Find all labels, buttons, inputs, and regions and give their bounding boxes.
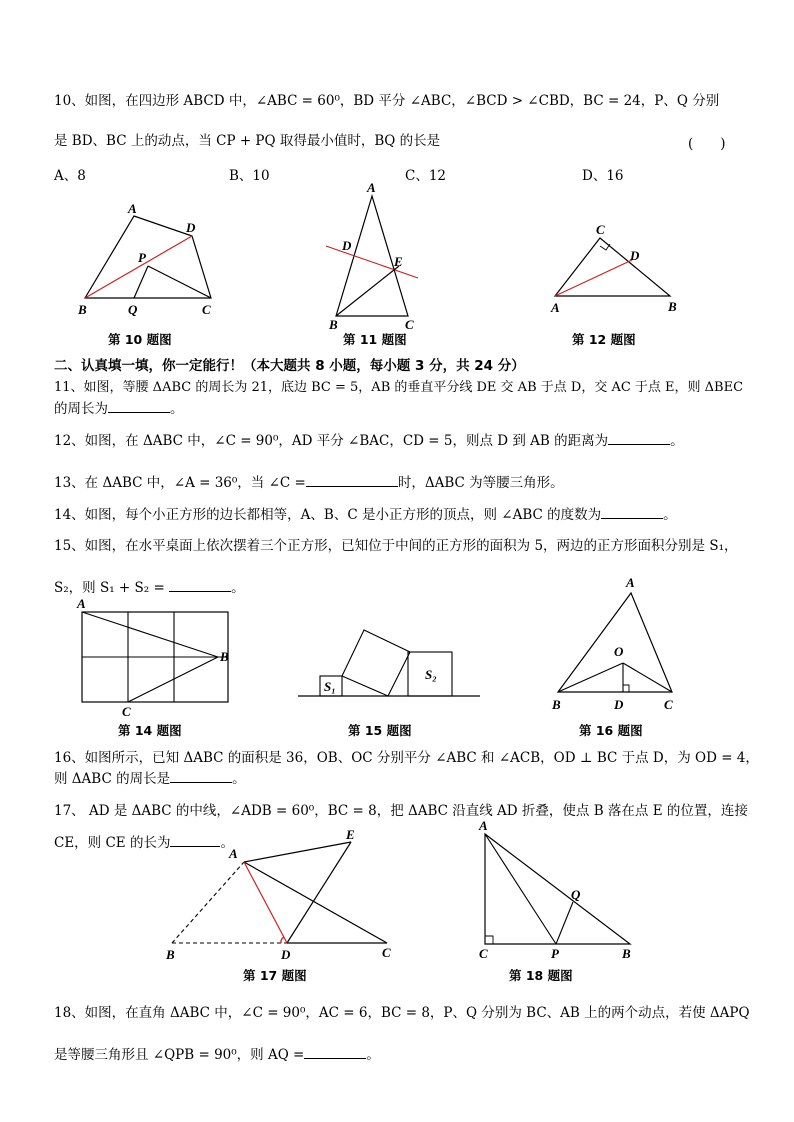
label-a: A <box>128 201 137 216</box>
segment-ob <box>558 663 623 692</box>
q16-line2: 则 ΔABC 的周长是 。 <box>54 771 246 787</box>
q15-answer-blank[interactable] <box>169 591 231 592</box>
q10-line1: 10、如图，在四边形 ABCD 中，∠ABC = 60⁰，BD 平分 ∠ABC，∠BCD > ∠CBD，BC = 24，P、Q 分别 <box>54 93 720 109</box>
q15-line1: 15、如图，在水平桌面上依次摆着三个正方形，已知位于中间的正方形的面积为 5，两边的正方形面积分别是 S₁， <box>54 538 738 554</box>
segment-ed <box>287 842 351 943</box>
q12-answer-blank[interactable] <box>608 444 670 445</box>
figure-12-caption: 第 12 题图 <box>572 332 636 347</box>
label-e: E <box>346 827 355 842</box>
label-p: P <box>551 946 559 961</box>
label-s1: S₁ <box>324 679 336 694</box>
fold-segment-ab <box>172 862 244 943</box>
q13-line: 13、在 ΔABC 中，∠A = 36⁰，当 ∠C = 时，ΔABC 为等腰三角形。 <box>54 475 564 491</box>
q11-line1: 11、如图，等腰 ΔABC 的周长为 21，底边 BC = 5，AB 的垂直平分线 DE 交 AB 于点 D，交 AC 于点 E，则 ΔBEC <box>54 380 744 395</box>
label-b: B <box>622 946 631 961</box>
q16-line1: 16、如图所示，已知 ΔABC 的面积是 36，OB、OC 分别平分 ∠ABC 和 ∠ACB，OD ⊥ BC 于点 D，为 OD = 4， <box>54 750 759 766</box>
label-b: B <box>220 649 229 664</box>
label-b: B <box>552 697 561 712</box>
label-c: C <box>405 317 414 332</box>
figure-14 <box>70 598 250 718</box>
figure-11 <box>320 180 440 330</box>
figure-16-caption: 第 16 题图 <box>579 723 643 738</box>
label-c: C <box>596 222 605 237</box>
figure-11-caption: 第 11 题图 <box>343 332 407 347</box>
label-q: Q <box>128 302 138 317</box>
section-2-heading: 二、认真填一填，你一定能行！（本大题共 8 小题，每小题 3 分，共 24 分） <box>54 358 525 374</box>
label-a: A <box>229 846 238 861</box>
label-a: A <box>551 300 560 315</box>
q15-line2: S₂，则 S₁ + S₂ = 。 <box>54 580 245 596</box>
label-d: D <box>281 947 291 962</box>
label-p: P <box>138 250 146 265</box>
q11-line2: 的周长为 。 <box>54 401 184 417</box>
label-c: C <box>664 697 673 712</box>
label-a: A <box>479 818 488 833</box>
segment-be <box>336 266 399 316</box>
figure-15-caption: 第 15 题图 <box>348 723 412 738</box>
label-d: D <box>342 238 352 253</box>
triangle-acb <box>485 834 630 944</box>
label-b: B <box>166 947 175 962</box>
label-c: C <box>479 946 488 961</box>
figure-18-caption: 第 18 题图 <box>509 968 573 983</box>
segment-cb <box>128 657 218 702</box>
right-angle-mark <box>485 936 493 944</box>
figure-12 <box>545 220 705 320</box>
label-c: C <box>382 945 391 960</box>
figure-10 <box>70 200 270 320</box>
right-angle-mark <box>623 685 629 692</box>
segment-ab <box>82 612 218 657</box>
figure-10-caption: 第 10 题图 <box>108 332 172 347</box>
q13-answer-blank[interactable] <box>306 486 398 487</box>
segment-pq <box>556 902 573 944</box>
figure-17-caption: 第 17 题图 <box>243 968 307 983</box>
q11-answer-blank[interactable] <box>108 412 170 413</box>
q10-option-c: C、12 <box>405 168 447 184</box>
label-b: B <box>668 299 677 314</box>
label-b: B <box>78 302 87 317</box>
label-e: E <box>394 254 403 269</box>
segment-ae <box>244 842 351 862</box>
figure-17 <box>160 827 400 962</box>
figure-16 <box>550 575 690 715</box>
q18-line2: 是等腰三角形且 ∠QPB = 90⁰，则 AQ = 。 <box>54 1047 380 1063</box>
figure-15 <box>296 622 486 712</box>
label-d: D <box>186 220 196 235</box>
label-s2: S₂ <box>425 667 437 682</box>
label-a: A <box>626 575 635 590</box>
q17-line2: CE，则 CE 的长为 。 <box>54 835 234 851</box>
figure-18 <box>473 820 643 960</box>
label-d: D <box>614 697 624 712</box>
triangle-abc <box>558 593 672 692</box>
middle-square <box>342 630 410 696</box>
label-a: A <box>77 596 86 611</box>
label-c: C <box>122 704 131 719</box>
q10-line2: 是 BD、BC 上的动点，当 CP + PQ 取得最小值时，BQ 的长是 <box>54 133 441 149</box>
segment-pq <box>134 266 148 298</box>
q14-answer-blank[interactable] <box>601 518 663 519</box>
q10-option-d: D、16 <box>582 168 624 184</box>
q10-option-a: A、8 <box>54 168 86 184</box>
q17-line1: 17、 AD 是 ΔABC 的中线，∠ADB = 60⁰，BC = 8，把 ΔABC 沿直线 AD 折叠，使点 B 落在点 E 的位置，连接 <box>54 803 748 819</box>
figure-14-caption: 第 14 题图 <box>118 723 182 738</box>
segment-pc <box>148 266 211 298</box>
q16-answer-blank[interactable] <box>170 782 232 783</box>
angle-mark-adb <box>281 937 284 943</box>
label-b: B <box>329 317 338 332</box>
q14-line: 14、如图，每个小正方形的边长都相等，A、B、C 是小正方形的顶点，则 ∠ABC 的度数为 。 <box>54 507 677 523</box>
q18-line1: 18、如图，在直角 ΔABC 中，∠C = 90⁰，AC = 6，BC = 8，P、Q 分别为 BC、AB 上的两个动点，若使 ΔAPQ <box>54 1005 750 1021</box>
q10-answer-paren: ( ) <box>688 136 726 152</box>
q10-option-b: B、10 <box>229 168 270 184</box>
label-o: O <box>614 644 624 659</box>
label-a: A <box>367 180 376 195</box>
label-q: Q <box>571 887 581 902</box>
label-d: D <box>630 248 640 263</box>
segment-ap <box>485 834 556 944</box>
label-c: C <box>202 302 211 317</box>
perpendicular-bisector-de <box>326 246 418 278</box>
q12-line: 12、如图，在 ΔABC 中，∠C = 90⁰，AD 平分 ∠BAC，CD = 5，则点 D 到 AB 的距离为 。 <box>54 433 684 449</box>
q18-answer-blank[interactable] <box>304 1058 366 1059</box>
bisector-ad <box>555 260 632 296</box>
segment-oc <box>623 663 672 692</box>
